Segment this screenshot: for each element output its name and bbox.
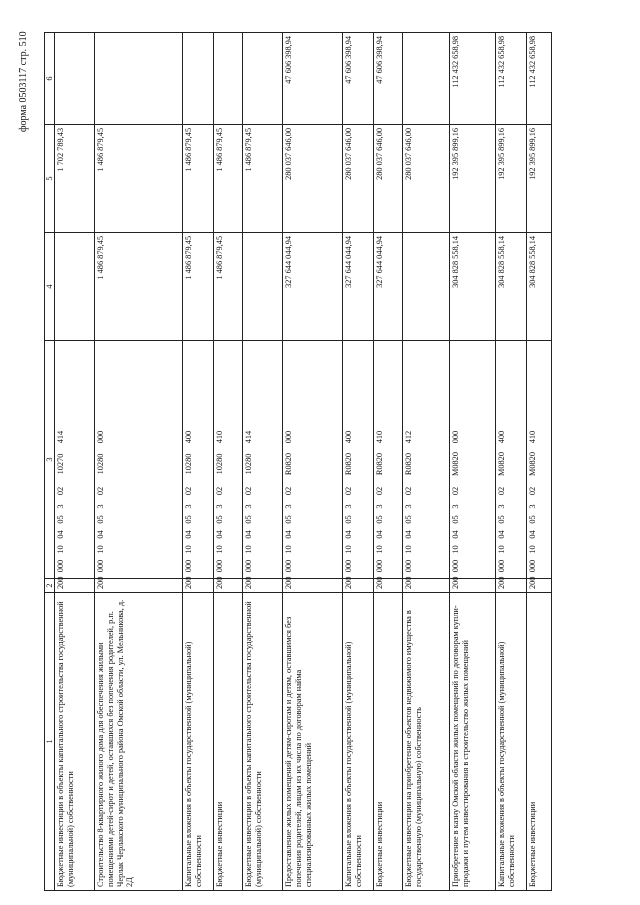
code-part: 10280	[96, 453, 105, 475]
budget-table	[44, 32, 552, 891]
row-line-code: 200	[214, 579, 243, 593]
code-part: 05	[244, 515, 253, 524]
row-approved: 1 486 879,45	[214, 233, 243, 341]
row-line-code: 200	[183, 579, 214, 593]
code-part: 05	[96, 515, 105, 524]
code-part: 02	[451, 486, 460, 496]
code-part: 10	[344, 545, 353, 554]
code-part: M0820	[451, 452, 460, 476]
code-part: 000	[497, 559, 506, 573]
code-part: 10	[404, 545, 413, 554]
row-unexecuted	[214, 33, 243, 125]
row-executed: 1 486 879,45	[95, 125, 183, 233]
code-part: 400	[184, 430, 193, 444]
column-header: 2	[45, 579, 55, 593]
row-name: Бюджетные инвестиции в объекты капитального строительства государственной (муниципальной) собственности	[243, 593, 283, 891]
code-part: 02	[375, 486, 384, 496]
row-approved: 1 486 879,45	[95, 233, 183, 341]
code-part: 000	[184, 559, 193, 573]
code-part: 000	[96, 430, 105, 444]
code-part: 10280	[215, 453, 224, 475]
code-part: 02	[344, 486, 353, 496]
code-part: 3	[451, 504, 460, 509]
row-executed: 280 037 646,00	[374, 125, 403, 233]
code-part: 412	[404, 430, 413, 444]
column-header: 3	[45, 341, 55, 579]
code-part: 02	[284, 486, 293, 496]
row-name: Бюджетные инвестиции на приобретение объектов недвижимого имущества в государственную (муниципальную) собственность	[403, 593, 450, 891]
code-part: 04	[244, 530, 253, 539]
code-part: 10	[96, 545, 105, 554]
code-part: 02	[244, 486, 253, 496]
code-part: 410	[375, 430, 384, 444]
code-part: 3	[404, 504, 413, 509]
row-line-code: 200	[374, 579, 403, 593]
code-part: 05	[56, 515, 65, 524]
code-part: 05	[451, 515, 460, 524]
code-part: 10	[497, 545, 506, 554]
row-budget-code	[527, 341, 552, 579]
table-row	[55, 33, 95, 891]
table-row	[183, 33, 214, 891]
table-row	[374, 33, 403, 891]
code-part: 3	[215, 504, 224, 509]
row-unexecuted: 47 606 398,94	[283, 33, 343, 125]
column-header: 6	[45, 33, 55, 125]
row-unexecuted	[243, 33, 283, 125]
table-row	[214, 33, 243, 891]
column-header: 5	[45, 125, 55, 233]
row-budget-code	[374, 341, 403, 579]
column-header: 4	[45, 233, 55, 341]
row-name: Капитальные вложения в объекты государственной (муниципальной) собственности	[183, 593, 214, 891]
row-budget-code	[450, 341, 496, 579]
table-row	[527, 33, 552, 891]
code-part: R0820	[375, 452, 384, 476]
code-part: 10	[528, 545, 537, 554]
row-budget-code	[183, 341, 214, 579]
code-part: 000	[344, 559, 353, 573]
row-unexecuted	[183, 33, 214, 125]
row-executed: 192 395 899,16	[450, 125, 496, 233]
row-approved: 1 486 879,45	[183, 233, 214, 341]
row-name: Капитальные вложения в объекты государственной (муниципальной) собственности	[343, 593, 374, 891]
table-row	[343, 33, 374, 891]
code-part: 04	[96, 530, 105, 539]
code-part: 000	[284, 430, 293, 444]
row-approved	[55, 233, 95, 341]
code-part: 000	[244, 559, 253, 573]
row-line-code: 200	[496, 579, 527, 593]
code-part: 02	[96, 486, 105, 496]
table-row	[403, 33, 450, 891]
row-unexecuted: 112 432 658,98	[496, 33, 527, 125]
row-executed: 192 395 899,16	[527, 125, 552, 233]
row-executed: 1 486 879,45	[183, 125, 214, 233]
row-name: Приобретение в казну Омской области жилых помещений по договорам купли-продажи и путем инвестирования в строительство жилых помещений	[450, 593, 496, 891]
code-part: 04	[344, 530, 353, 539]
code-part: 05	[528, 515, 537, 524]
row-name: Капитальные вложения в объекты государственной (муниципальной) собственности	[496, 593, 527, 891]
row-budget-code	[243, 341, 283, 579]
code-part: 10	[56, 545, 65, 554]
row-line-code: 200	[343, 579, 374, 593]
code-part: 04	[528, 530, 537, 539]
code-part: 10	[375, 545, 384, 554]
code-part: 414	[244, 430, 253, 444]
table-row	[95, 33, 183, 891]
row-unexecuted	[55, 33, 95, 125]
row-line-code: 200	[95, 579, 183, 593]
code-part: 05	[497, 515, 506, 524]
code-part: 000	[56, 559, 65, 573]
row-line-code: 200	[55, 579, 95, 593]
row-unexecuted: 112 432 658,98	[450, 33, 496, 125]
code-part: 000	[375, 559, 384, 573]
row-approved: 327 644 044,94	[343, 233, 374, 341]
code-part: 3	[375, 504, 384, 509]
code-part: 04	[56, 530, 65, 539]
row-executed: 280 037 646,00	[343, 125, 374, 233]
code-part: 000	[215, 559, 224, 573]
code-part: R0820	[284, 452, 293, 476]
code-part: 400	[344, 430, 353, 444]
column-header: 1	[45, 593, 55, 891]
row-unexecuted: 112 432 658,98	[527, 33, 552, 125]
code-part: 05	[404, 515, 413, 524]
row-approved	[243, 233, 283, 341]
row-budget-code	[403, 341, 450, 579]
code-part: 10280	[244, 453, 253, 475]
code-part: 02	[184, 486, 193, 496]
code-part: 410	[215, 430, 224, 444]
code-part: 04	[375, 530, 384, 539]
row-approved: 304 828 558,14	[527, 233, 552, 341]
code-part: 04	[184, 530, 193, 539]
code-part: 04	[284, 530, 293, 539]
header-row	[45, 33, 55, 891]
code-part: 000	[528, 559, 537, 573]
code-part: 05	[375, 515, 384, 524]
row-unexecuted	[95, 33, 183, 125]
code-part: 3	[344, 504, 353, 509]
row-budget-code	[283, 341, 343, 579]
row-executed: 280 037 646,00	[283, 125, 343, 233]
row-executed: 280 037 646,00	[403, 125, 450, 233]
table-row	[283, 33, 343, 891]
code-part: 000	[451, 559, 460, 573]
code-part: 05	[215, 515, 224, 524]
row-line-code: 200	[450, 579, 496, 593]
row-unexecuted: 47 606 398,94	[374, 33, 403, 125]
code-part: 04	[215, 530, 224, 539]
code-part: 10	[244, 545, 253, 554]
code-part: 10	[284, 545, 293, 554]
row-line-code: 200	[283, 579, 343, 593]
code-part: 3	[528, 504, 537, 509]
table-row	[450, 33, 496, 891]
row-name: Строительство 8-квартирного жилого дома для обеспечения жилыми помещениями детей-сирот и детей, оставшихся без попечения родителей, р.п. Черлак Черлакского муниципального района Омской области, ул. Мельникова, д. 2Д	[95, 593, 183, 891]
code-part: 10270	[56, 453, 65, 475]
row-budget-code	[496, 341, 527, 579]
code-part: 02	[497, 486, 506, 496]
code-part: 02	[404, 486, 413, 496]
code-part: 02	[528, 486, 537, 496]
code-part: 05	[284, 515, 293, 524]
code-part: 3	[56, 504, 65, 509]
code-part: 3	[284, 504, 293, 509]
row-executed: 192 395 899,16	[496, 125, 527, 233]
row-approved	[403, 233, 450, 341]
code-part: 10	[451, 545, 460, 554]
row-line-code: 200	[527, 579, 552, 593]
code-part: 05	[344, 515, 353, 524]
row-unexecuted	[403, 33, 450, 125]
table-row	[496, 33, 527, 891]
code-part: 10	[215, 545, 224, 554]
row-approved: 304 828 558,14	[496, 233, 527, 341]
code-part: 10	[184, 545, 193, 554]
row-approved: 304 828 558,14	[450, 233, 496, 341]
row-approved: 327 644 044,94	[283, 233, 343, 341]
row-name: Бюджетные инвестиции в объекты капитального строительства государственной (муниципальной) собственности	[55, 593, 95, 891]
row-budget-code	[343, 341, 374, 579]
code-part: 400	[497, 430, 506, 444]
code-part: R0820	[404, 452, 413, 476]
code-part: 3	[244, 504, 253, 509]
row-executed: 1 486 879,45	[243, 125, 283, 233]
code-part: 3	[96, 504, 105, 509]
row-executed: 1 486 879,45	[214, 125, 243, 233]
row-line-code: 200	[403, 579, 450, 593]
code-part: 000	[451, 430, 460, 444]
row-executed: 1 702 789,43	[55, 125, 95, 233]
row-name: Бюджетные инвестиции	[374, 593, 403, 891]
row-approved: 327 644 044,94	[374, 233, 403, 341]
row-budget-code	[214, 341, 243, 579]
form-label: форма 0503117 стр. 510	[18, 31, 29, 132]
code-part: 10280	[184, 453, 193, 475]
code-part: 000	[404, 559, 413, 573]
row-budget-code	[95, 341, 183, 579]
table-body	[55, 33, 552, 891]
row-unexecuted: 47 606 398,94	[343, 33, 374, 125]
code-part: 02	[215, 486, 224, 496]
row-budget-code	[55, 341, 95, 579]
table-row	[243, 33, 283, 891]
code-part: R0820	[344, 452, 353, 476]
row-name: Предоставление жилых помещений детям-сиротам и детям, оставшимся без попечения родителей, лицам из их числа по договорам найма специализированных жилых помещений	[283, 593, 343, 891]
code-part: 414	[56, 430, 65, 444]
code-part: 02	[56, 486, 65, 496]
row-name: Бюджетные инвестиции	[527, 593, 552, 891]
code-part: 04	[497, 530, 506, 539]
code-part: 000	[284, 559, 293, 573]
code-part: 3	[184, 504, 193, 509]
code-part: 3	[497, 504, 506, 509]
code-part: 04	[451, 530, 460, 539]
row-line-code: 200	[243, 579, 283, 593]
code-part: 410	[528, 430, 537, 444]
code-part: M0820	[528, 452, 537, 476]
code-part: M0820	[497, 452, 506, 476]
code-part: 05	[184, 515, 193, 524]
row-name: Бюджетные инвестиции	[214, 593, 243, 891]
code-part: 000	[96, 559, 105, 573]
code-part: 04	[404, 530, 413, 539]
